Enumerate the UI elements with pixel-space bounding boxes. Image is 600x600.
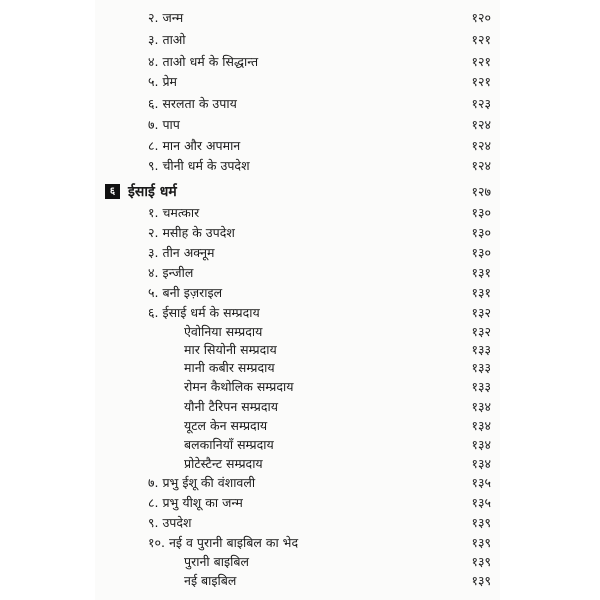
toc-entry-page: १३२ <box>471 305 491 320</box>
toc-subentry-title: यूटल केन सम्प्रदाय <box>184 418 268 433</box>
toc-subentry-title: ऐवोनिया सम्प्रदाय <box>184 324 263 339</box>
toc-entry-page: १३५ <box>471 475 491 490</box>
toc-entry <box>0 203 600 223</box>
toc-entry-page: १३९ <box>471 554 491 569</box>
toc-subentry <box>0 416 600 436</box>
toc-entry <box>0 303 600 323</box>
toc-entry-page: १२४ <box>471 138 491 153</box>
toc-entry-page: १२४ <box>471 117 491 132</box>
toc-entry <box>0 72 600 92</box>
toc-entry <box>0 223 600 243</box>
toc-subentry <box>0 340 600 360</box>
toc-subentry <box>0 552 600 572</box>
toc-entry <box>0 8 600 28</box>
toc-entry-page: १३३ <box>471 379 491 394</box>
chapter-heading <box>0 182 600 202</box>
toc-entry-page: १३१ <box>471 285 491 300</box>
toc-entry <box>0 115 600 135</box>
toc-subentry <box>0 377 600 397</box>
toc-entry-title: ८. मान और अपमान <box>148 138 241 153</box>
toc-entry-title: ७. पाप <box>148 117 180 132</box>
toc-entry-title: ५. बनी इज़राइल <box>148 285 223 300</box>
chapter-number-badge: ६ <box>105 184 120 199</box>
toc-entry <box>0 493 600 513</box>
chapter-title: ईसाई धर्म <box>128 184 177 200</box>
chapter-page: १२७ <box>471 184 491 199</box>
toc-entry-title: २. जन्म <box>148 10 184 25</box>
toc-entry-page: १३३ <box>471 360 491 375</box>
toc-entry <box>0 243 600 263</box>
toc-entry <box>0 283 600 303</box>
toc-entry <box>0 533 600 553</box>
toc-entry-page: १३९ <box>471 535 491 550</box>
toc-subentry-title: प्रोटेस्टैन्ट सम्प्रदाय <box>184 456 263 471</box>
toc-entry-page: १२१ <box>471 32 491 47</box>
toc-entry <box>0 30 600 50</box>
toc-entry-page: १३० <box>471 205 491 220</box>
toc-entry-page: १३३ <box>471 342 491 357</box>
toc-entry <box>0 513 600 533</box>
toc-entry-page: १३१ <box>471 265 491 280</box>
toc-entry-title: ७. प्रभु ईशू की वंशावली <box>148 475 256 490</box>
toc-entry-title: ९. चीनी धर्म के उपदेश <box>148 158 250 173</box>
toc-subentry <box>0 435 600 455</box>
toc-entry-page: १३९ <box>471 573 491 588</box>
toc-entry-page: १२४ <box>471 158 491 173</box>
toc-entry-page: १३४ <box>471 418 491 433</box>
toc-subentry-title: पुरानी बाइबिल <box>184 554 249 569</box>
toc-entry-page: १२१ <box>471 54 491 69</box>
toc-entry-title: ४. ताओ धर्म के सिद्धान्त <box>148 54 259 69</box>
toc-subentry-title: यौनी टैरिपन सम्प्रदाय <box>184 399 278 414</box>
toc-subentry-title: मार सियोनी सम्प्रदाय <box>184 342 277 357</box>
toc-entry-title: ३. ताओ <box>148 32 186 47</box>
toc-entry-page: १२१ <box>471 74 491 89</box>
toc-entry-title: ५. प्रेम <box>148 74 178 89</box>
toc-subentry <box>0 322 600 342</box>
toc-entry-page: १३४ <box>471 399 491 414</box>
toc-subentry <box>0 571 600 591</box>
toc-entry-title: ६. ईसाई धर्म के सम्प्रदाय <box>148 305 260 320</box>
toc-entry-title: ४. इन्जील <box>148 265 194 280</box>
toc-entry <box>0 136 600 156</box>
toc-entry <box>0 473 600 493</box>
toc-subentry-title: रोमन कैथोलिक सम्प्रदाय <box>184 379 294 394</box>
toc-entry-page: १३० <box>471 245 491 260</box>
toc-entry-title: ८. प्रभु यीशू का जन्म <box>148 495 243 510</box>
toc-entry-page: १३२ <box>471 324 491 339</box>
toc-entry-title: १. चमत्कार <box>148 205 200 220</box>
toc-subentry-title: बलकानियाँ सम्प्रदाय <box>184 437 274 452</box>
toc-entry-title: ९. उपदेश <box>148 515 192 530</box>
toc-entry-page: १३५ <box>471 495 491 510</box>
toc-entry-title: १०. नई व पुरानी बाइबिल का भेद <box>148 535 299 550</box>
toc-subentry <box>0 454 600 474</box>
toc-entry-page: १३४ <box>471 456 491 471</box>
toc-entry-page: १३० <box>471 225 491 240</box>
toc-subentry <box>0 358 600 378</box>
toc-entry-title: २. मसीह के उपदेश <box>148 225 235 240</box>
toc-entry <box>0 94 600 114</box>
toc-subentry-title: मानी कबीर सम्प्रदाय <box>184 360 275 375</box>
toc-entry-page: १२० <box>471 10 491 25</box>
toc-entry-page: १३४ <box>471 437 491 452</box>
toc-entry <box>0 263 600 283</box>
toc-entry-page: १२३ <box>471 96 491 111</box>
toc-entry <box>0 52 600 72</box>
toc-subentry <box>0 397 600 417</box>
toc-entry-page: १३९ <box>471 515 491 530</box>
toc-entry-title: ६. सरलता के उपाय <box>148 96 237 111</box>
toc-entry <box>0 156 600 176</box>
toc-entry-title: ३. तीन अक्नूम <box>148 245 215 260</box>
toc-subentry-title: नई बाइबिल <box>184 573 237 588</box>
